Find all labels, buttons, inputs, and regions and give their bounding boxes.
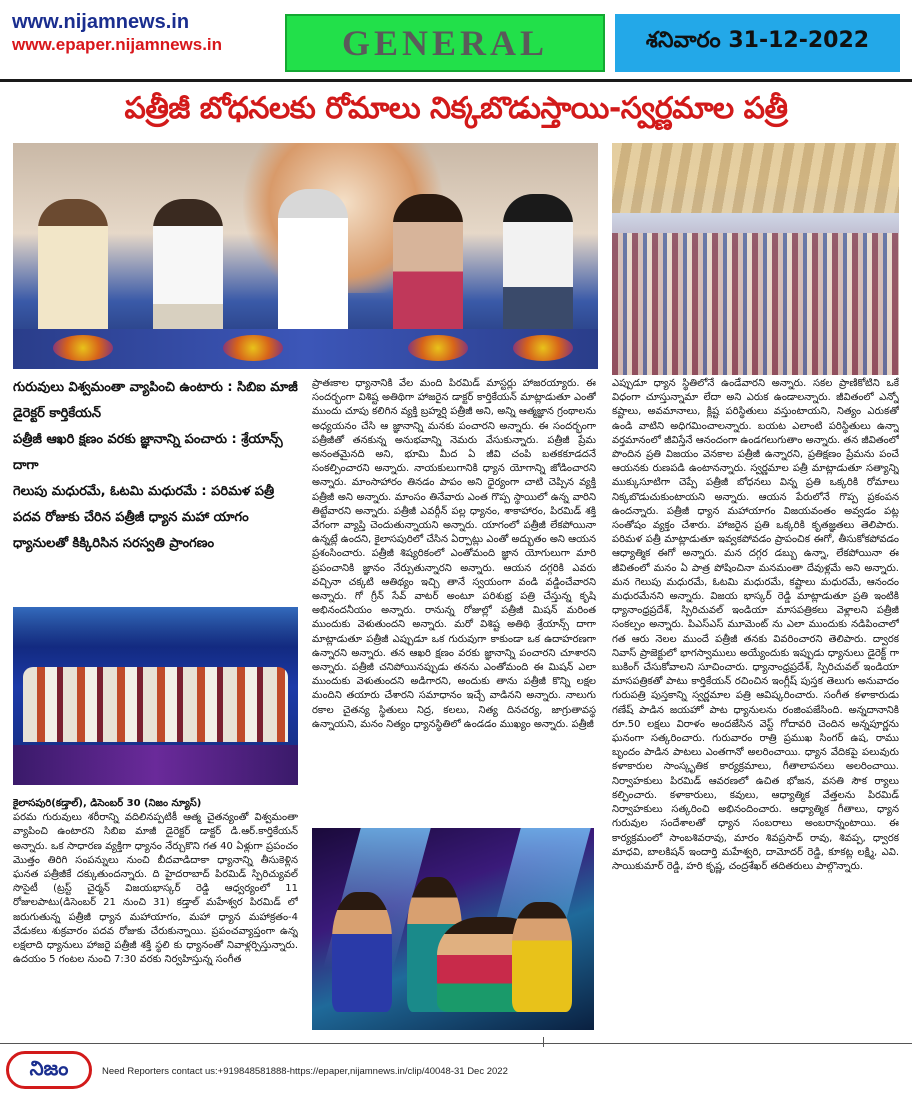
highlight-item: పదవ రోజుకు చేరిన పత్రీజీ ధ్యాన మహా యాగం — [13, 510, 249, 525]
article-text: పరమ గురువులు శరీరాన్ని వదిలినప్పటికీ ఆత్మ చైతన్యంతో విశ్వమంతా వ్యాపించి ఉంటారని సిబిఐ మాజీ డైరెక్టర్ డాక్టర్ డి.ఆర్.కార్తికేయన్ అన్నారు. ఒక సాధారణ వ్యక్తిగా ధ్యానం నేర్చుకొని గత 40 ఏళ్లుగా ప్రపంచం మొత్తం తిరిగి సంపన్నులు నుంచి బీదవాడిదాకా ధ్యానాన్ని తీసుకెళ్లిన ఘనత పత్రీజీకే దక్కుతుందన్నారు. ది హైదరాబాద్ పిరమిడ్ స్పిరిచ్యువల్ సొసైటీ (ట్రస్ట్ చైర్మన్ విజయభాస్కర్ రెడ్డి ఆధ్వర్యంలో 11 రోజులపాటు(డిసెంబర్ 21 నుంచి 31) కడ్తాల్ మహేశ్వర పిరమిడ్ లో జరుగుతున్న పత్రీజీ ధ్యాన మహాయాగం, మహా ధ్యాన మహాక్రతం-4 వేడుకలు శుక్రవారం పదవ రోజుకు చేరుకున్నాయి. ప్రపంచవ్యాప్తంగా ఉన్న లక్షలాది ధ్యానులు హాజరై పత్రీజీ శక్తి స్థలి కు ధ్యానంతో నివాళ్లర్పిస్తున్నారు. ఉదయం 5 గంటల నుంచి 7:30 వరకు నిర్వహిస్తున్న సంగీత — [13, 812, 298, 966]
stage-guests-photo — [13, 143, 598, 369]
highlight-item: పత్రీజీ ఆఖరి క్షణం వరకు జ్ఞానాన్ని పంచారు : శ్రేయాన్స్ దాగా — [13, 432, 283, 473]
section-name: GENERAL — [341, 23, 549, 63]
headline-text: పత్రీజీ బోధనలకు రోమాలు నిక్కబొడుస్తాయి-స్వర్ణమాల పత్రీ — [124, 91, 788, 126]
headline — [0, 86, 912, 138]
footer-contact-note: Need Reporters contact us:+919848581888-https://epaper,nijamnews.in/clip/40048-31 Dec 2022 — [102, 1066, 508, 1077]
people-row — [23, 667, 288, 742]
article-text: ఎప్పుడూ ధ్యాన స్థితిలోనే ఉండేవారని అన్నారు. సకల ప్రాణికోటిని ఒకే విధంగా చూస్తున్నామా లేదా అని ఎరుక ఉండాలన్నారు. జీవితంలో ఎన్నో కష్టాలు, అవమానాలు, క్లిష్ట పరిస్థితులు వస్తుంటాయని, నిత్యం ఎరుకతో ఉండి వాటిని అధిగమించాలన్నారు. బయట ఎలాంటి పరిస్థితులు ఉన్నా వర్తమానంలో జీవిస్తేనే ఆనందంగా ఉండగలుగుతాం అన్నారు. తన జీవితంలో పొందిన ప్రతి విజయం వెనకాల పత్రీజీ ఉన్నారని, ప్రతిక్షణం ప్రేమను పంచే ఆయనకు రుణపడి ఉంటానన్నారు. స్వర్ణమాల పత్రీ మాట్లాడుతూ సత్యాన్ని ముక్కుసూటిగా చెప్పే పత్రీజీ బోధనలు విన్న ప్రతి ఒక్కరికి రోమాలు నిక్కబొడుచుకుంటాయని అన్నారు. ఆయన పేరులోనే గొప్ప ప్రకంపన ఉందన్నారు. పత్రీజీ ధ్యాన మహాయాగం విజయవంతం అవ్వడం పట్ల సంతోషం వ్యక్తం చేశారు. హాజరైన ప్రతి ఒక్కరికి కృతజ్ఞతలు తెలిపారు. పరిమళ పత్రీ మాట్లాడుతూ ఇవ్వకపోవడం ప్రాపంచిక ఈగో, తీసుకోకపోవడం ఆధ్యాత్మిక ఈగో అన్నారు. మన దగ్గర డబ్బు ఉన్నా, లేకపోయినా ఈ జీవితంలో మనం ఏ పాత్ర పోషించినా మనమంతా దేవుళ్లమే అని అన్నారు. మన గెలుపు మధురమే, ఓటమి మధురమే, కష్టాలు మధురమే, ఆనందం మధురమేనని అన్నారు. విజయ భాస్కర్ రెడ్డి మాట్లాడుతూ ప్రతి ఇంటికి ధ్యానాంధ్రప్రదేశ్, స్పిరిచువల్ ఇండియా మాసపత్రికలు వెళ్లాలని పత్రీజీ సంకల్పం అన్నారు. పిఎస్ఎస్ మూమెంట్ ను ఎలా ముందుకు నడిపించాలో గత ఆరు నెలల ముందే పత్రీజీ తనకు వివరించారని తెలిపారు. ద్వారక నివాస్ ప్రాజెక్టులో భాగస్వాములు అయ్యేందుకు ఇప్పుడు ధ్యానులు డైరెక్ట్ గా బుకింగ్ చేసుకోవాలని సూచించారు. ధ్యానాంధ్రప్రదేశ్, స్పిరిచువల్ ఇండియా మాసపత్రికతో పాటు కార్తికేయన్ రచించిన ఇంగ్లీష్ పుస్తక తెలుగు అనువాదం గురుపత్రి పుస్తకాన్ని స్వర్ణమాల పత్రి ఆవిష్కరించారు. సంగీత కళాకారుడు గణేష్ పాడిన జయహో పాట ధ్యానులను రంజింపజేసింది. అన్నదానానికి రూ.50 లక్షలు విరాళం అందజేసిన వెస్ట్ గోదావరి చెందిన అన్నపూర్ణను ఘనంగా సత్కరించారు. గురువారం రాత్రి ప్రముఖ సింగర్ ఉష, రాము బృందం పాడిన పాటలు ఎంతగానో అలరించాయి. ధ్యాన వేదికపై పలువురు కళాకారుల సాంస్కృతిక కార్యక్రమాలు, గీతాలాపనలు అలరించాయి. నిర్వాహకులు పిరమిడ్ ఆవరణలో ఉచిత భోజన, వసతి సౌక ర్యాలు కల్పించారు. కళాకారులు, కవులు, ఆధ్యాత్మిక వేత్తలను పిరమిడ్ నిర్వాహకులు సత్కరించి అభినందించారు. ఆధ్యాత్మిక గీతాలు, ధ్యాన గురువుల సందేశాలతో ధ్యాన సంబరాలు అంబరాన్నంటాయి. ఈ కార్యక్రమంలో సాంబశివరావు, మారం శివప్రసాద్ రావు, శివప్ప, ధ్వారక మాధవి, బాలకిషన్ ఇందార్తి మహేశ్వరి, దామోదర్ రెడ్డి, కూకట్ల లక్ష్మి, ఎవి. సాయికుమార్ రెడ్డి, హరి కృష్ణ, చంద్రశేఖర్ తదితరులు పాల్గొన్నారు. — [612, 378, 899, 872]
guest-figure — [38, 199, 108, 349]
flower-decoration — [513, 335, 573, 361]
flower-decoration — [53, 335, 113, 361]
issue-date: శనివారం 31-12-2022 — [645, 28, 870, 53]
article-text: ప్రాతఃకాల ధ్యానానికి వేల మంది పిరమిడ్ మాస్టర్లు హాజరయ్యారు. ఈ సందర్భంగా విశిష్ట అతిథిగా హాజరైన డాక్టర్ కార్తికేయన్ మాట్లాడుతూ ఎంతో ముందు చూపు కలిగిన వ్యక్తి బ్రహ్మర్షి పత్రీజీ అని, అన్ని ఆత్మజ్ఞాన గ్రంథాలను అధ్యయనం చేసి ఆ జ్ఞానాన్ని మనకు పంచారని అన్నారు. ఈ సందర్భంగా పత్రీజీతో తనకున్న అనుభవాన్ని నెమరు వేసుకున్నారు. పత్రీజీ ప్రేమ అనంతమైనది అని, భూమి మీద ఏ జీవి చంపి బతకకూడదనే సంకల్పించారని అన్నారు. నాయకులుగానికి ధ్యాన యోగాన్ని జోడించారని అన్నారు. మాంసాహారం తినడం పాపం అని ధైర్యంగా చాటి చెప్పిన వ్యక్తి పత్రీజీ అని అన్నారు. మాంసం తినేవారు ఎంత గొప్ప స్థాయిలో ఉన్న వారిని తిట్టేవారని అన్నారు. పత్రీజీ ఎవర్గీన్ పల్ల ధ్యానం, శాకాహారం, పిరమిడ్ శక్తి వేగంగా వ్యాప్తి చెందుతున్నాయని అన్నారు. యాగంలో పత్రీజీ లేకపోయినా ఉన్నట్లే ఉందని, కైలాసపురిలో చేసిన ఏర్పాట్లు ఎంతో అద్భుతం అని ఆయన ప్రశంసించారు. పత్రీజీ శిష్యరికంలో ఎంతోమంది జ్ఞాన యోగులుగా మారి ప్రపంచానికి జ్ఞానం నేర్పుతున్నారని అన్నారు. ఆయన దగ్గరికి ఎవరు వచ్చినా చక్కటి ఆతిథ్యం ఇచ్చి తానే స్వయంగా వండి వడ్డించేవారని అన్నారు. గో గ్రీన్ సేవ్ వాటర్ అంటూ పరిశుభ్ర పత్రి చేస్తున్న కృషి అభినందనీయం అన్నారు. రానున్న రోజుల్లో పత్రీజీ మిషన్ మరింత ముందుకు వెళుతుందని అన్నారు. మరో విశిష్ట అతిథి శ్రేయాన్స్ దాగా మాట్లాడుతూ పత్రీజీ ఎప్పుడూ ఒక గురువుగా కాకుండా ఒక ఉదాహరణగా ఉన్నారని అన్నారు. తన ఆఖరి క్షణం వరకు జ్ఞానాన్ని పంచారని చూశారని అన్నారు. పత్రీజీ చనిపోయినప్పుడు తనను ఎంతోమంది ఈ మిషన్ ఎలా ముందుకు వెళుతుందని అడిగారని, అందుకు తాను పత్రీజీ కొన్ని లక్షల మందిని తయారు చేశారని సమాధానం ఇచ్చే వాడినని అన్నారు. నాలుగు రకాల చైతన్య స్థితులు నిద్ర, కలలు, నిత్య దినచర్య, జాగ్రుతావస్థ ఉన్నాయని, మనం నిత్యం ధ్యానస్థితిలో ఉండడం ముఖ్యం అన్నారు. పత్రీజీ — [312, 378, 596, 730]
highlight-item: గెలుపు మధురమే, ఓటమి మధురమే : పరిమళ పత్రీ — [13, 484, 275, 499]
felicitation-photo — [13, 607, 298, 785]
tent-canopy — [612, 143, 899, 213]
logo-text: నిజం — [29, 1055, 69, 1080]
footer-divider-tick — [543, 1037, 544, 1047]
stage-floor — [13, 745, 298, 785]
guest-figure — [393, 194, 463, 349]
nijam-logo — [6, 1051, 92, 1089]
issue-date-box — [615, 14, 900, 72]
highlight-item: ధ్యానులతో కిక్కిరిసిన సరస్వతి ప్రాంగణం — [13, 536, 215, 551]
highlights-list — [13, 375, 298, 557]
dancer-figure — [332, 892, 392, 1012]
site-links — [12, 10, 222, 56]
crowd-photo — [612, 143, 899, 375]
dance-performance-photo — [312, 828, 594, 1030]
section-label-box — [285, 14, 605, 72]
site-url-link[interactable]: www.nijamnews.in — [12, 11, 190, 33]
masthead — [0, 0, 912, 82]
stage-lights — [13, 607, 298, 647]
guest-figure — [153, 199, 223, 349]
article-column-3 — [612, 377, 899, 1032]
epaper-url-link[interactable]: www.epaper.nijamnews.in — [12, 35, 223, 54]
footer-divider — [0, 1043, 912, 1044]
article-column-1 — [13, 797, 298, 1032]
flower-decoration — [223, 335, 283, 361]
seated-crowd — [612, 233, 899, 375]
guest-figure — [278, 189, 348, 349]
dancer-figure — [512, 902, 572, 1012]
guest-figure — [503, 194, 573, 349]
highlight-item: గురువులు విశ్వమంతా వ్యాపించి ఉంటారు : సిబిఐ మాజీ డైరెక్టర్ కార్తికేయన్ — [13, 380, 298, 421]
article-dateline: కైలాసపురి(కడ్తాల్), డిసెంబర్ 30 (నిజం న్యూస్) — [13, 798, 202, 809]
article-column-2 — [312, 377, 596, 823]
flower-decoration — [408, 335, 468, 361]
